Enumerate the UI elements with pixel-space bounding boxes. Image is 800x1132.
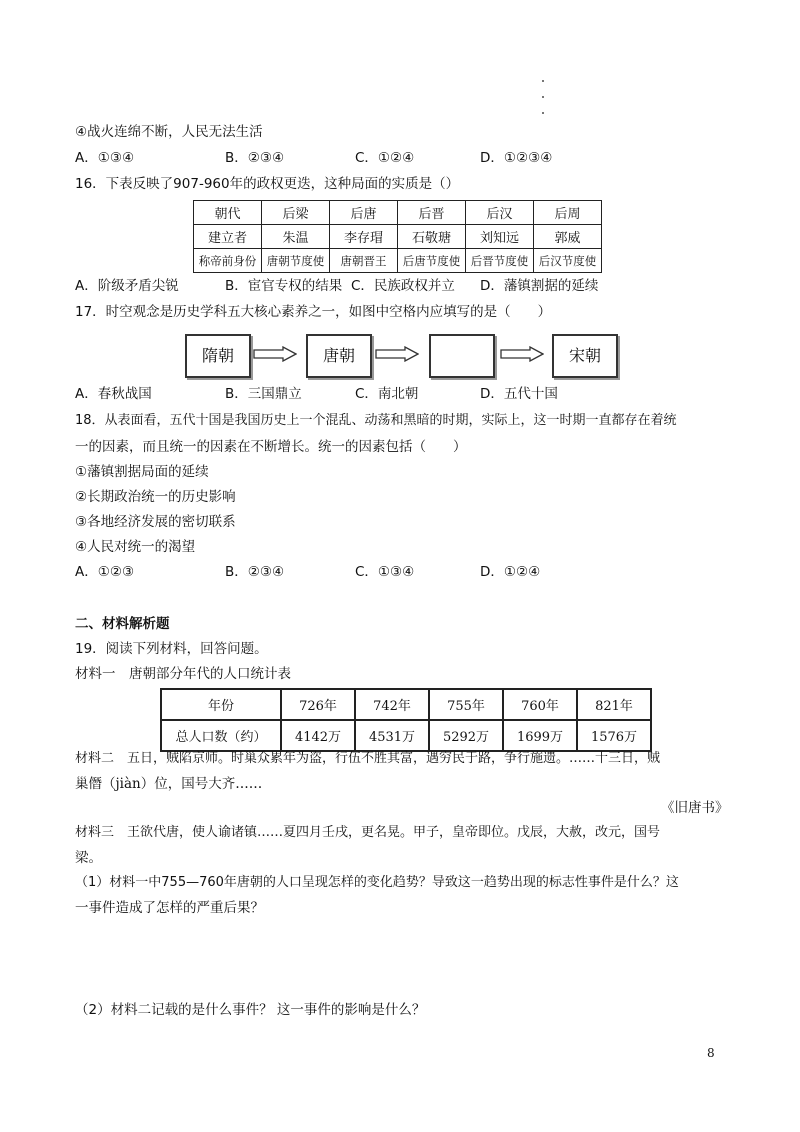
flow-box-blank[interactable] xyxy=(429,334,495,378)
q15-option-c[interactable]: C．①②④ xyxy=(355,150,415,166)
q18-option-a[interactable]: A．①②③ xyxy=(75,564,135,580)
flow-box-sui: 隋朝 xyxy=(185,334,251,378)
q16-option-c[interactable]: C．民族政权并立 xyxy=(351,278,455,294)
q19-sub1-line-1: （1）材料一中755—760年唐朝的人口呈现怎样的变化趋势？导致这一趋势出现的标志性事件是什么？这 xyxy=(75,875,679,890)
q16-option-a[interactable]: A．阶级矛盾尖锐 xyxy=(75,278,179,294)
q16-stem: 16．下表反映了907-960年的政权更迭，这种局面的实质是（） xyxy=(75,176,460,192)
q17-option-a[interactable]: A．春秋战国 xyxy=(75,386,152,402)
q18-item-2: ②长期政治统一的历史影响 xyxy=(75,489,236,505)
q15-option-d[interactable]: D．①②③④ xyxy=(480,150,553,166)
q16-option-d[interactable]: D．藩镇割据的延续 xyxy=(480,278,599,294)
page-number: 8 xyxy=(707,1046,715,1060)
table-row xyxy=(194,225,602,249)
table-cell: 建立者 xyxy=(194,225,262,249)
arrow-right-icon xyxy=(375,346,419,362)
table-cell: 后梁 xyxy=(262,201,330,225)
q17-option-d[interactable]: D．五代十国 xyxy=(480,386,558,402)
material-3-line-1: 材料三 王欲代唐，使人谕诸镇……夏四月壬戌，更名晃。甲子，皇帝即位。戊辰，大赦，改元，国号 xyxy=(75,825,661,840)
table-cell: 742年 xyxy=(355,689,429,720)
table-cell: 后汉 xyxy=(466,201,534,225)
q18-option-d[interactable]: D．①②④ xyxy=(480,564,541,580)
population-table xyxy=(160,688,652,752)
q17-stem: 17．时空观念是历史学科五大核心素养之一，如图中空格内应填写的是（ ） xyxy=(75,304,552,320)
q18-item-3: ③各地经济发展的密切联系 xyxy=(75,514,236,530)
flow-box-song: 宋朝 xyxy=(552,334,618,378)
table-cell: 760年 xyxy=(503,689,577,720)
scan-marks xyxy=(542,80,548,128)
table-cell: 年份 xyxy=(161,689,281,720)
q18-stem-line-2: 一的因素，而且统一的因素在不断增长。统一的因素包括（ ） xyxy=(75,439,467,455)
section-heading: 二、材料解析题 xyxy=(75,616,170,632)
q19-stem: 19．阅读下列材料，回答问题。 xyxy=(75,641,268,657)
table-row xyxy=(161,720,651,751)
q15-option-b[interactable]: B．②③④ xyxy=(225,150,285,166)
table-cell: 4142万 xyxy=(281,720,355,751)
q17-option-c[interactable]: C．南北朝 xyxy=(355,386,419,402)
table-cell: 后汉节度使 xyxy=(534,249,602,273)
table-cell: 朝代 xyxy=(194,201,262,225)
arrow-right-icon xyxy=(500,346,544,362)
table-row xyxy=(194,249,602,273)
table-cell: 李存瑁 xyxy=(330,225,398,249)
material-2-line-2: 巢僭（jiàn）位，国号大齐…… xyxy=(75,776,263,792)
dynasty-flow-diagram xyxy=(185,334,620,378)
table-cell: 726年 xyxy=(281,689,355,720)
q19-sub2: （2）材料二记载的是什么事件？ 这一事件的影响是什么？ xyxy=(75,1002,426,1018)
material-1-title: 材料一 唐朝部分年代的人口统计表 xyxy=(75,666,291,682)
q16-regime-table xyxy=(193,200,602,273)
q18-option-b[interactable]: B．②③④ xyxy=(225,564,285,580)
table-cell: 称帝前身份 xyxy=(194,249,262,273)
table-cell: 朱温 xyxy=(262,225,330,249)
table-cell: 石敬瑭 xyxy=(398,225,466,249)
table-cell: 后周 xyxy=(534,201,602,225)
q17-option-b[interactable]: B．三国鼎立 xyxy=(225,386,302,402)
table-cell: 郭威 xyxy=(534,225,602,249)
table-cell: 总人口数（约） xyxy=(161,720,281,751)
q15-option-a[interactable]: A．①③④ xyxy=(75,150,135,166)
table-cell: 后唐 xyxy=(330,201,398,225)
material-3-line-2: 梁。 xyxy=(75,850,102,866)
table-cell: 4531万 xyxy=(355,720,429,751)
table-cell: 1576万 xyxy=(577,720,651,751)
material-2-source: 《旧唐书》 xyxy=(661,800,729,816)
q18-option-c[interactable]: C．①③④ xyxy=(355,564,415,580)
q19-sub1-line-2: 一事件造成了怎样的严重后果？ xyxy=(75,900,264,916)
table-cell: 后唐节度使 xyxy=(398,249,466,273)
q15-statement-4: ④战火连绵不断，人民无法生活 xyxy=(75,124,263,140)
flow-box-tang: 唐朝 xyxy=(306,334,372,378)
table-cell: 1699万 xyxy=(503,720,577,751)
material-2-line-1: 材料二 五日，贼陷京师。时巢众累年为盗，行伍不胜其富，遇穷民于路，争行施遗。……十三日，贼 xyxy=(75,751,661,766)
q18-item-4: ④人民对统一的渴望 xyxy=(75,539,196,555)
table-cell: 刘知远 xyxy=(466,225,534,249)
q18-item-1: ①藩镇割据局面的延续 xyxy=(75,464,209,480)
table-cell: 755年 xyxy=(429,689,503,720)
table-cell: 后晋 xyxy=(398,201,466,225)
table-cell: 后晋节度使 xyxy=(466,249,534,273)
q18-stem-line-1: 18．从表面看，五代十国是我国历史上一个混乱、动荡和黑暗的时期，实际上，这一时期一直都存在着统 xyxy=(75,413,677,428)
table-cell: 唐朝晋王 xyxy=(330,249,398,273)
table-row xyxy=(161,689,651,720)
q16-option-b[interactable]: B．宦官专权的结果 xyxy=(225,278,343,294)
table-cell: 5292万 xyxy=(429,720,503,751)
table-cell: 唐朝节度使 xyxy=(262,249,330,273)
table-cell: 821年 xyxy=(577,689,651,720)
table-row xyxy=(194,201,602,225)
arrow-right-icon xyxy=(253,346,297,362)
